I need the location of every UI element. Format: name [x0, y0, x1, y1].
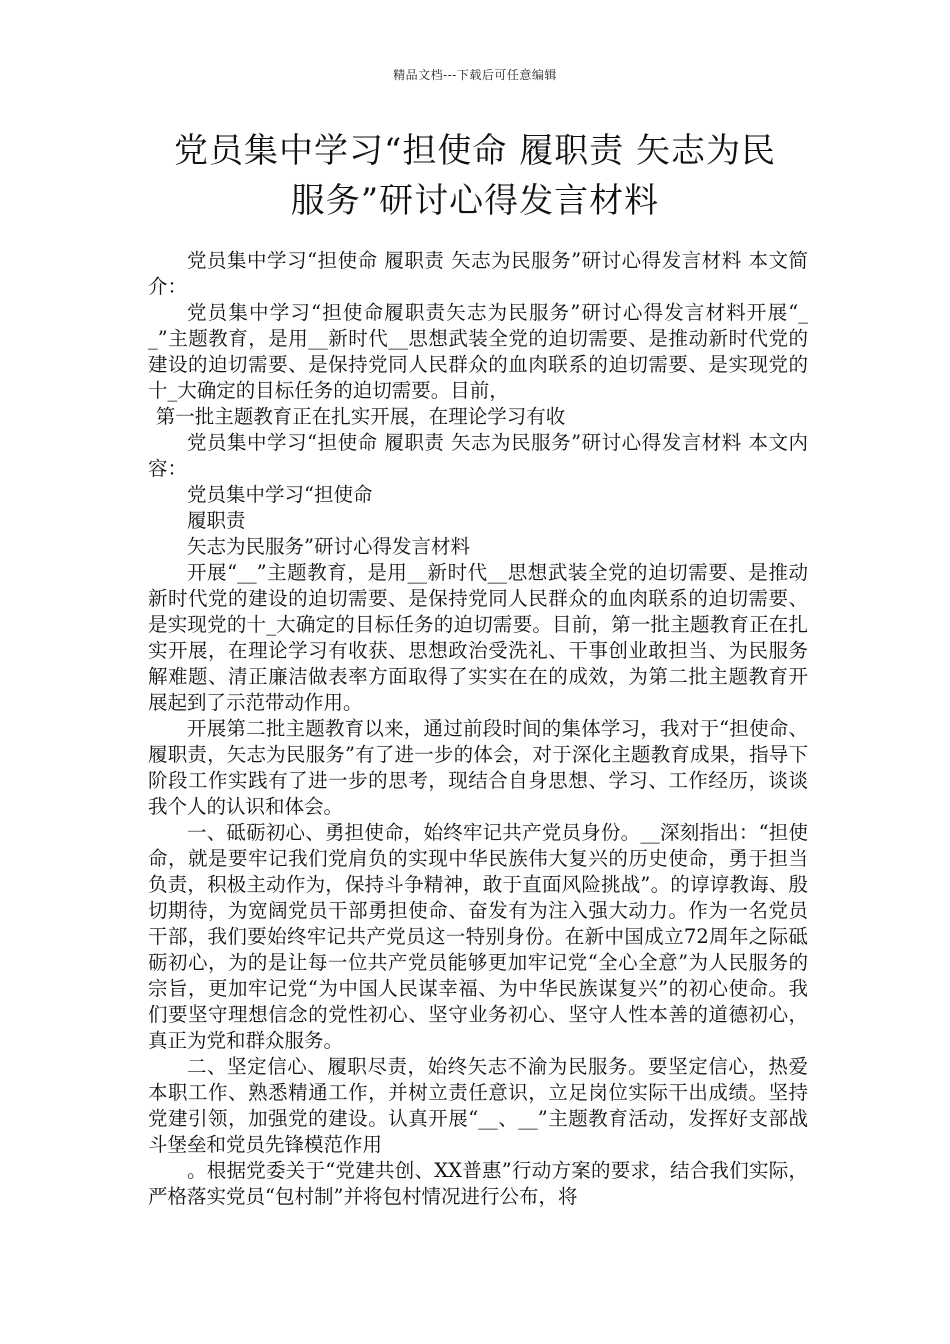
abstract-paragraph: 党员集中学习“担使命履职责矢志为民服务”研讨心得发言材料开展“__”主题教育，是用__新时代__思想武装全党的迫切需要、是推动新时代党的建设的迫切需要、是保持党同人民群众的血肉联系的迫切需要、是实现党的十_大确定的目标任务的迫切需要。目前，: [148, 301, 808, 402]
body-paragraph-section-two-continued: 。根据党委关于“党建共创、XX普惠”行动方案的要求，结合我们实际，严格落实党员“包村制”并将包村情况进行公布，将: [148, 1159, 808, 1208]
document-body: [148, 248, 808, 1210]
content-title-line-1: 党员集中学习“担使命: [187, 483, 373, 506]
title-line-2: 服务”研讨心得发言材料: [290, 181, 660, 221]
title-line-1: 党员集中学习“担使命 履职责 矢志为民: [174, 131, 776, 171]
abstract-heading: 党员集中学习“担使命 履职责 矢志为民服务”研讨心得发言材料 本文简介：: [148, 249, 808, 298]
content-heading: 党员集中学习“担使命 履职责 矢志为民服务”研讨心得发言材料 本文内容：: [148, 431, 808, 480]
document-title: [140, 126, 810, 226]
abstract-paragraph-continued: 第一批主题教育正在扎实开展，在理论学习有收: [155, 405, 566, 428]
content-title-line-3: 矢志为民服务”研讨心得发言材料: [187, 535, 470, 558]
page-header: 精品文档---下载后可任意编辑: [393, 68, 557, 82]
body-paragraph-experience: 开展第二批主题教育以来，通过前段时间的集体学习，我对于“担使命、履职责，矢志为民服务”有了进一步的体会，对于深化主题教育成果，指导下阶段工作实践有了进一步的思考，现结合自身思想、学习、工作经历，谈谈我个人的认识和体会。: [148, 717, 808, 818]
content-title-line-2: 履职责: [187, 509, 246, 532]
body-paragraph-intro: 开展“__”主题教育，是用__新时代__思想武装全党的迫切需要、是推动新时代党的建设的迫切需要、是保持党同人民群众的血肉联系的迫切需要、是实现党的十_大确定的目标任务的迫切需要。目前，第一批主题教育正在扎实开展，在理论学习有收获、思想政治受洗礼、干事创业敢担当、为民服务解难题、清正廉洁做表率方面取得了实实在在的成效，为第二批主题教育开展起到了示范带动作用。: [148, 561, 808, 714]
body-paragraph-section-one: 一、砥砺初心、勇担使命，始终牢记共产党员身份。__深刻指出：“担使命，就是要牢记我们党肩负的实现中华民族伟大复兴的历史使命，勇于担当负责，积极主动作为，保持斗争精神，敢于直面风险挑战”。的谆谆教诲、殷切期待，为宽阔党员干部勇担使命、奋发有为注入强大动力。作为一名党员干部，我们要始终牢记共产党员这一特别身份。在新中国成立72周年之际砥砺初心，为的是让每一位共产党员能够更加牢记党“全心全意”为人民服务的宗旨，更加牢记党“为中国人民谋幸福、为中华民族谋复兴”的初心使命。我们要坚守理想信念的党性初心、坚守业务初心、坚守人性本善的道德初心，真正为党和群众服务。: [148, 821, 808, 1052]
body-paragraph-section-two: 二、坚定信心、履职尽责，始终矢志不渝为民服务。要坚定信心，热爱本职工作、熟悉精通工作，并树立责任意识，立足岗位实际干出成绩。坚持党建引领，加强党的建设。认真开展“__、__”主题教育活动，发挥好支部战斗堡垒和党员先锋模范作用: [148, 1055, 808, 1156]
